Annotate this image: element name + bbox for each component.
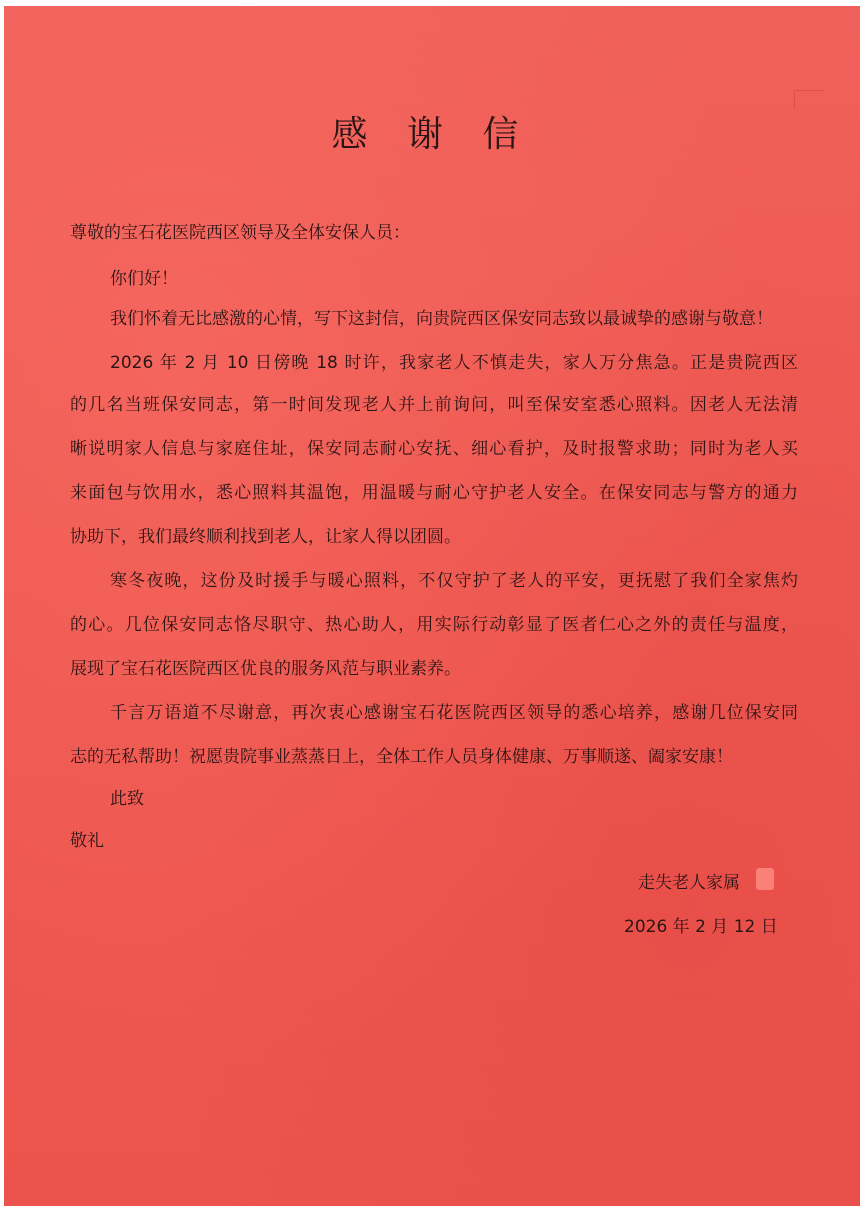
paragraph-3-line-1: 寒冬夜晚，这份及时援手与暖心照料，不仅守护了老人的平安，更抚慰了我们全家焦灼 [110, 571, 798, 591]
paragraph-2-line-1: 2026 年 2 月 10 日傍晚 18 时许，我家老人不慎走失，家人万分焦急。正是贵院西区 [110, 353, 798, 373]
paragraph-3-line-2: 的心。几位保安同志恪尽职守、热心助人，用实际行动彰显了医者仁心之外的责任与温度， [70, 615, 798, 635]
paragraph-2-line-3: 晰说明家人信息与家庭住址，保安同志耐心安抚、细心看护，及时报警求助；同时为老人买 [70, 439, 798, 459]
closing-cizhi: 此致 [110, 789, 144, 809]
greeting: 你们好！ [110, 269, 178, 289]
paragraph-4-line-2: 志的无私帮助！祝愿贵院事业蒸蒸日上，全体工作人员身体健康、万事顺遂、阖家安康！ [70, 747, 733, 767]
paragraph-3-line-3: 展现了宝石花医院西区优良的服务风范与职业素养。 [70, 659, 461, 679]
letter-date: 2026 年 2 月 12 日 [624, 917, 778, 937]
paragraph-1: 我们怀着无比感激的心情，写下这封信，向贵院西区保安同志致以最诚挚的感谢与敬意！ [110, 309, 773, 329]
paragraph-2-line-4: 来面包与饮用水，悉心照料其温饱，用温暖与耐心守护老人安全。在保安同志与警方的通力 [70, 483, 798, 503]
blurred-signature-patch [756, 868, 774, 890]
paragraph-2-line-2: 的几名当班保安同志，第一时间发现老人并上前询问，叫至保安室悉心照料。因老人无法清 [70, 395, 798, 415]
closing-jingli: 敬礼 [70, 831, 104, 851]
salutation: 尊敬的宝石花医院西区领导及全体安保人员： [70, 223, 410, 243]
signature: 走失老人家属 [638, 873, 740, 893]
letter-paper [4, 6, 860, 1206]
paragraph-2-line-5: 协助下，我们最终顺利找到老人，让家人得以团圆。 [70, 527, 461, 547]
paragraph-4-line-1: 千言万语道不尽谢意，再次衷心感谢宝石花医院西区领导的悉心培养，感谢几位保安同 [110, 703, 798, 723]
letter-title: 感 谢 信 [331, 114, 533, 155]
